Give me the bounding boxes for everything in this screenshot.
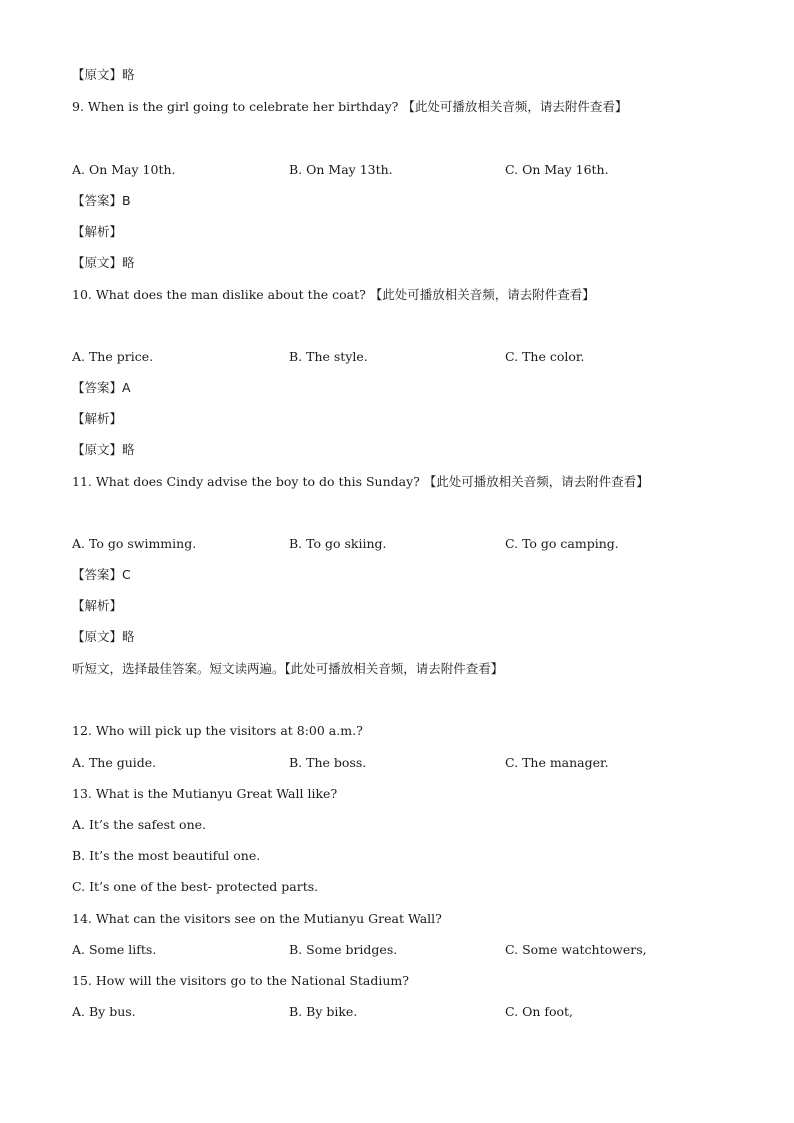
question-15: 15. How will the visitors go to the National Stadium? [72,973,409,988]
option-c: C. To go camping. [505,536,619,551]
question-9: 9. When is the girl going to celebrate her birthday? 【此处可播放相关音频，请去附件查看】 [72,99,628,114]
options-row-q9 [0,161,794,179]
option-b: B. The style. [289,349,368,364]
option-a: A. By bus. [72,1004,136,1019]
option-a: A. The price. [72,349,154,364]
question-13: 13. What is the Mutianyu Great Wall like? [72,786,338,801]
option-c: C. Some watchtowers, [505,942,647,957]
option-b: B. By bike. [289,1004,358,1019]
answer-note: 【答案】B [72,193,131,208]
option-c: C. On May 16th. [505,162,609,177]
option-b: B. It’s the most beautiful one. [72,848,261,863]
options-row-q12 [0,754,794,772]
option-a: A. On May 10th. [72,162,176,177]
section-instruction: 听短文，选择最佳答案。短文读两遍。【此处可播放相关音频，请去附件查看】 [72,661,504,676]
answer-note: 【答案】A [72,380,131,395]
source-text-note: 【原文】略 [72,629,135,644]
option-a: A. To go swimming. [72,536,197,551]
options-row-q10 [0,348,794,366]
source-text-note: 【原文】略 [72,255,135,270]
option-a: A. It’s the safest one. [72,817,206,832]
option-a: A. Some lifts. [72,942,157,957]
answer-note: 【答案】C [72,567,131,582]
question-10: 10. What does the man dislike about the coat? 【此处可播放相关音频，请去附件查看】 [72,287,595,302]
analysis-note: 【解析】 [72,224,123,239]
option-b: B. The boss. [289,755,367,770]
options-row-q15 [0,1003,794,1021]
option-b: B. To go skiing. [289,536,387,551]
options-row-q11 [0,535,794,553]
option-c: C. On foot, [505,1004,574,1019]
analysis-note: 【解析】 [72,411,123,426]
question-12: 12. Who will pick up the visitors at 8:00 a.m.? [72,723,363,738]
option-c: C. The color. [505,349,585,364]
option-b: B. Some bridges. [289,942,398,957]
source-text-note: 【原文】略 [72,67,135,82]
option-b: B. On May 13th. [289,162,393,177]
analysis-note: 【解析】 [72,598,123,613]
question-14: 14. What can the visitors see on the Mutianyu Great Wall? [72,911,442,926]
option-a: A. The guide. [72,755,157,770]
option-c: C. The manager. [505,755,609,770]
option-c: C. It’s one of the best- protected parts. [72,879,319,894]
question-11: 11. What does Cindy advise the boy to do this Sunday? 【此处可播放相关音频，请去附件查看】 [72,474,649,489]
options-row-q14 [0,941,794,959]
source-text-note: 【原文】略 [72,442,135,457]
